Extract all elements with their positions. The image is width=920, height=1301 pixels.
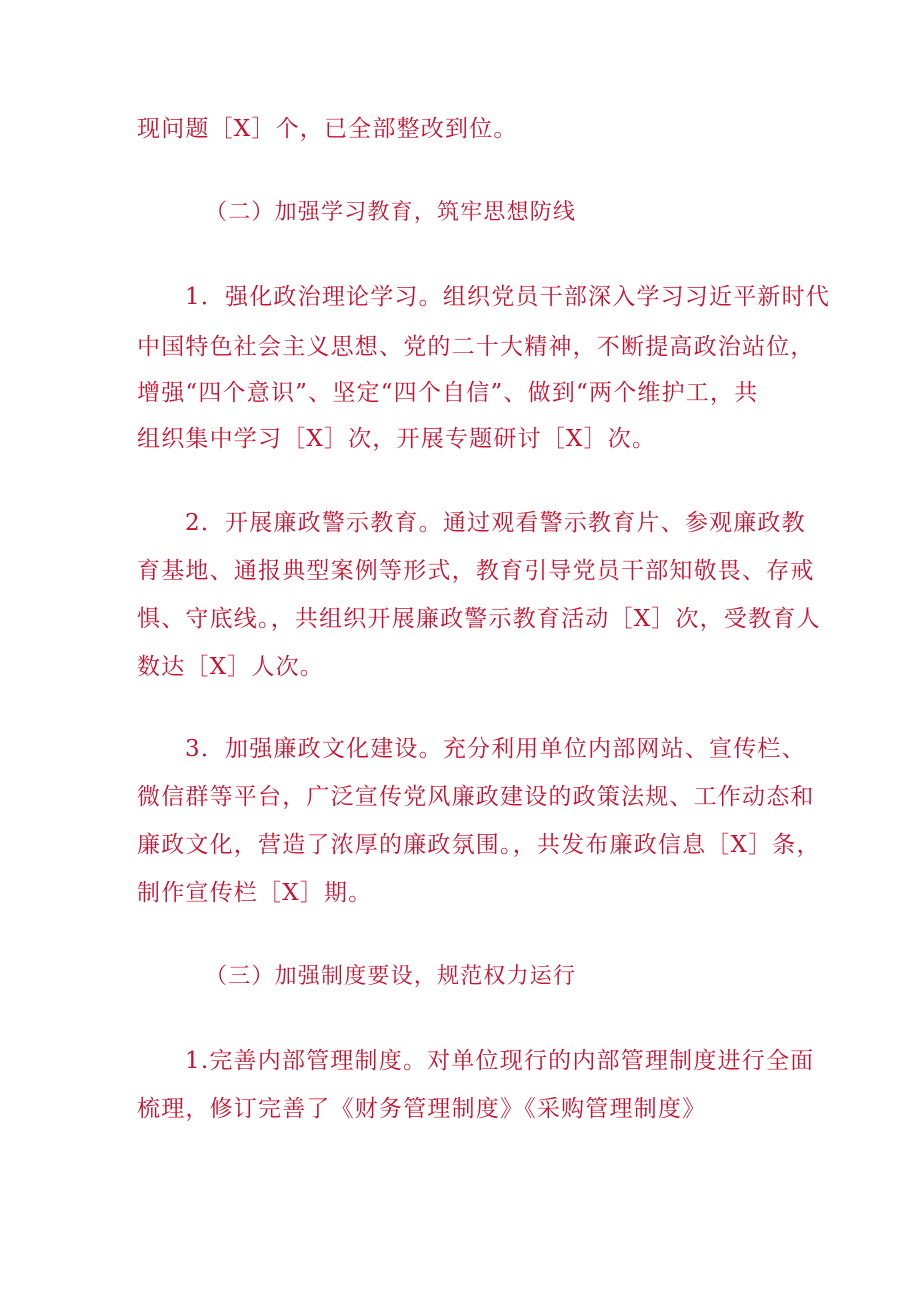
- paragraph-line: 1．强化政治理论学习。组织党员干部深入学习习近平新时代: [185, 284, 831, 310]
- paragraph-line: 数达［X］人次。: [137, 654, 324, 680]
- paragraph-line: 微信群等平台，广泛宣传党风廉政建设的政策法规、工作动态和: [137, 784, 815, 810]
- paragraph-line: 增强“四个意识”、坚定“四个自信”、做到“两个维护工，共: [137, 380, 759, 406]
- paragraph-line: 1.完善内部管理制度。对单位现行的内部管理制度进行全面: [185, 1048, 815, 1074]
- paragraph-line: 育基地、通报典型案例等形式，教育引导党员干部知敬畏、存戒: [137, 558, 815, 584]
- paragraph-line: 梳理，修订完善了《财务管理制度》《采购管理制度》: [137, 1096, 707, 1122]
- paragraph-line: 制作宣传栏［X］期。: [137, 880, 373, 906]
- paragraph-line: 2．开展廉政警示教育。通过观看警示教育片、参观廉政教: [185, 510, 806, 536]
- section-heading: （三）加强制度要设，规范权力运行: [205, 964, 577, 989]
- paragraph-line: 中国特色社会主义思想、党的二十大精神，不断提高政治站位，: [137, 334, 815, 360]
- paragraph-line: 现问题［X］个，已全部整改到位。: [137, 116, 518, 142]
- paragraph-line: 组织集中学习［X］次，开展专题研讨［X］次。: [137, 426, 657, 452]
- paragraph-line: 廉政文化，营造了浓厚的廉政氛围。，共发布廉政信息［X］条，: [137, 832, 821, 858]
- paragraph-line: 惧、守底线。，共组织开展廉政警示教育活动［X］次，受教育人: [137, 606, 821, 632]
- section-heading: （二）加强学习教育，筑牢思想防线: [205, 200, 577, 225]
- paragraph-line: 3．加强廉政文化建设。充分利用单位内部网站、宣传栏、: [185, 736, 806, 762]
